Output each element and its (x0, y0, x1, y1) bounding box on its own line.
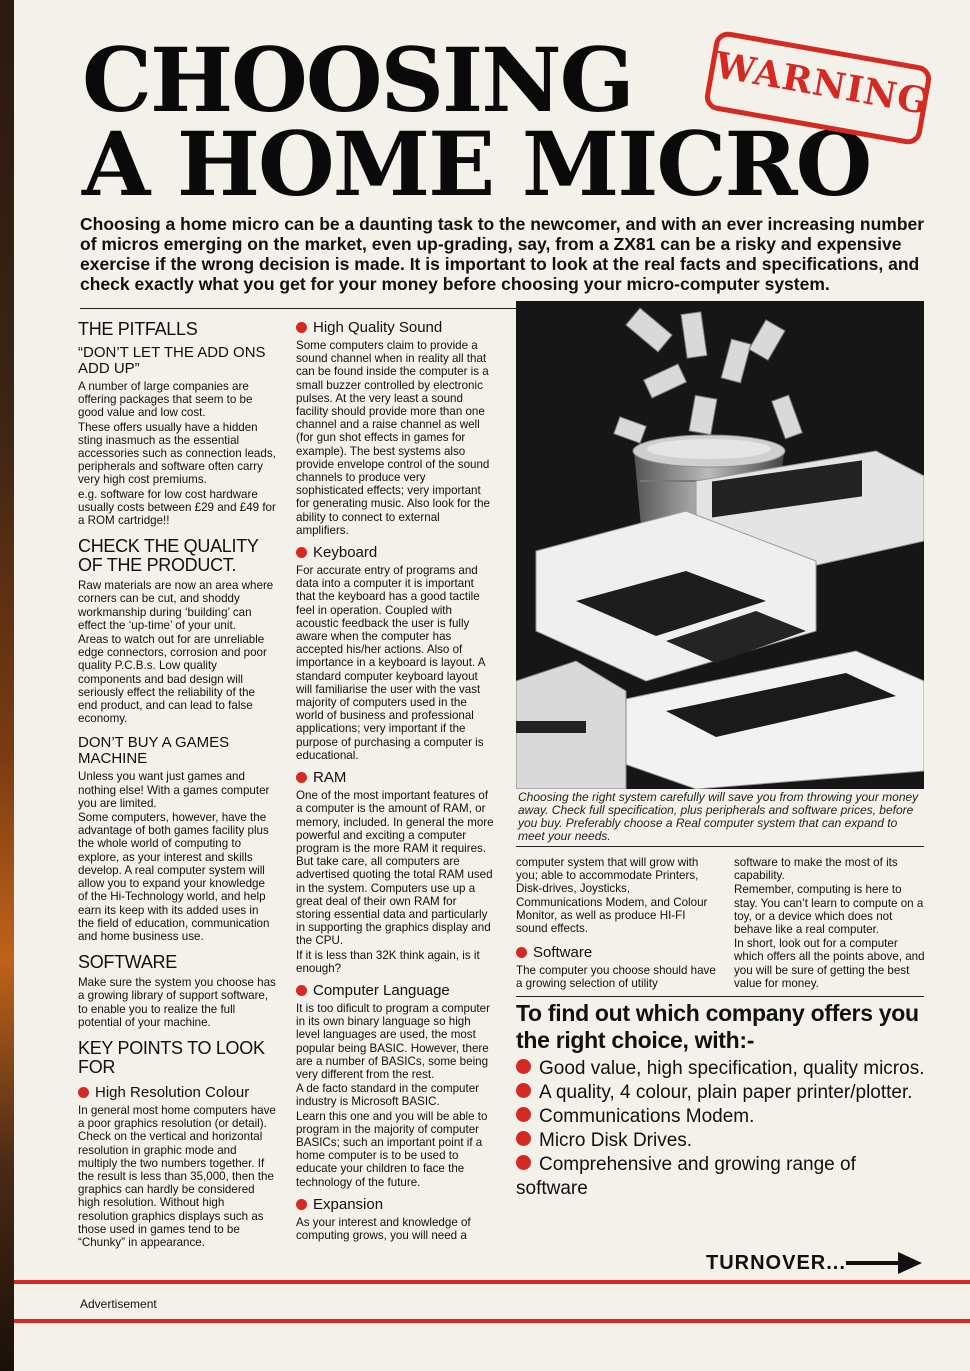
software-text: Make sure the system you choose has a growing library of support software, to enable you to realize the full potential of your machine. (78, 976, 276, 1029)
cta-item (516, 1153, 926, 1201)
magazine-spine-edge (0, 0, 14, 1371)
language-text-1: It is too dificult to program a computer in its own binary language so high level languages are used, the most popular being BASIC. However, there are a number of BASICs, some being very different from the rest. (296, 1001, 490, 1081)
ram-text-1: One of the most important features of a computer is the amount of RAM, or memory, included. In general the more powerful and exciting a computer program is the more RAM it requires. But take care, all computers are advertised quoting the total RAM used in the system. Computers use up a great deal of their own RAM for storing essential data and particularly in supporting the graphics display and the CPU. (296, 789, 494, 948)
bullet-dot-icon (516, 1059, 531, 1074)
bullet-dot-icon (516, 1131, 531, 1146)
colour-heading (78, 1085, 276, 1101)
pitfalls-heading: THE PITFALLS (78, 319, 198, 339)
ram-text-2: If it is less than 32K think again, is it enough? (296, 948, 480, 975)
key-points-heading: KEY POINTS TO LOOK FOR (78, 1037, 265, 1077)
remember-text: Remember, computing is here to stay. You can’t learn to compute on a toy, or a device which does not behave like a real computer. (734, 883, 924, 937)
games-text-2: Some computers, however, have the advantage of both games facility plus the whole world of computing to explore, as your interest and skills develop. A real computer system will allow you to expand your knowledge of the Hi-Technology world, and help earn its keep with its added uses in the field of education, communication and home business use. (78, 811, 270, 943)
caption-divider (516, 846, 924, 847)
bullet-dot-icon (516, 1107, 531, 1122)
advertisement-label: Advertisement (80, 1297, 157, 1311)
ram-heading (296, 770, 494, 786)
computers-photo (516, 301, 924, 789)
addons-text-3: e.g. software for low cost hardware usually costs between £29 and £49 for a ROM cartridge!! (78, 487, 276, 528)
bullet-dot-icon (516, 947, 527, 958)
software-heading: SOFTWARE (78, 952, 177, 973)
cta-item-label: Communications Modem. (539, 1106, 755, 1127)
photo-caption: Choosing the right system carefully will save you from throwing your money away. Check full specification, plus peripherals and software prices, before you buy. Preferably choose a Real computer system that can expand to meet your needs. (518, 790, 919, 843)
addons-heading: “DON’T LET THE ADD ONS ADD UP” (78, 344, 266, 377)
software-bullet-text: The computer you choose should have a growing selection of utility (516, 964, 716, 991)
software-bullet-label: Software (533, 944, 593, 962)
bullet-dot-icon (296, 985, 307, 996)
quality-text-2: Areas to watch out for are unreliable edge connectors, corrosion and poor quality P.C.B.s. Low quality components and bad design will seriously effect the reliability of the end product, and can lead to false economy. (78, 633, 267, 726)
cta-item (516, 1057, 926, 1081)
language-heading-label: Computer Language (313, 981, 450, 999)
sound-text: Some computers claim to provide a sound channel when in reality all that can be found inside the computer is a small buzzer controlled by electronic pulses. At the very least a sound facility should provide more than one channel and a raise channel as well (for gun shot effects in games for example). The best systems also provide envelope control of the sound channels to produce very sophisticated effects; very important for generating music. Also look for the ability to connect to external amplifiers. (296, 339, 490, 537)
quality-text-1: Raw materials are now an area where corners can be cut, and shoddy workmanship during ‘building’ can effect the ‘up-time’ of your unit. (78, 579, 274, 632)
language-heading (296, 983, 494, 999)
keyboard-heading (296, 545, 494, 561)
title-line-2: A HOME MICRO (82, 112, 871, 216)
column-3 (516, 856, 716, 992)
column-4 (734, 856, 928, 991)
bullet-dot-icon (516, 1155, 531, 1170)
ram-heading-label: RAM (313, 769, 347, 787)
cta-divider (516, 996, 924, 997)
cta-list (516, 1057, 926, 1201)
warning-stamp: WARNING (703, 30, 934, 147)
bullet-dot-icon (296, 547, 307, 558)
intro-paragraph: Choosing a home micro can be a daunting task to the newcomer, and with an ever increasing number of micros emerging on the market, even up-grading, say, from a ZX81 can be a risky and expensive exercise if the wrong decision is made. It is important to look at the real facts and specifications, and check exactly what you get for your money before choosing your micro-computer system. (80, 214, 925, 294)
cta-item-label: Micro Disk Drives. (539, 1130, 693, 1151)
cta-item-label: Good value, high specification, quality micros. (539, 1058, 925, 1079)
expansion-text: As your interest and knowledge of computing grows, you will need a (296, 1215, 471, 1242)
quality-heading: CHECK THE QUALITY OF THE PRODUCT. (78, 536, 259, 576)
games-heading: DON’T BUY A GAMES MACHINE (78, 734, 230, 768)
keyboard-text: For accurate entry of programs and data into a computer it is important that the keyboard has a good tactile feel in operation. Coupled with acoustic feedback the user is fully aware when the computer has accepted his/her actions. Also of importance in a keyboard is layout. A standard computer keyboard layout will familiarise the user with the vast majority of computers used in the world of business and professional applications; very important if the purpose of purchasing a computer is educational. (296, 564, 485, 762)
cta-heading: To find out which company offers you the right choice, with:- (516, 1000, 919, 1053)
software-bullet-heading (516, 945, 716, 961)
language-text-2: A de facto standard in the computer industry is Microsoft BASIC. (296, 1082, 480, 1109)
expansion-heading-label: Expansion (313, 1195, 384, 1213)
in-short-text: In short, look out for a computer which offers all the points above, and you will be sure of getting the best value for money. (734, 937, 925, 990)
bullet-dot-icon (296, 322, 307, 333)
addons-text-1: A number of large companies are offering packages that seem to be good value and low cost. (78, 380, 253, 420)
bullet-dot-icon (296, 1199, 307, 1210)
cta-item-label: Comprehensive and growing range of software (516, 1154, 856, 1199)
footer-rule-top (14, 1280, 970, 1284)
footer-rule-bottom (14, 1319, 970, 1323)
expansion-continued-text: computer system that will grow with you; able to accommodate Printers, Disk-drives, Joysticks, Communications Modem, and Colour Monitor, as well as produce HI-FI sound effects. (516, 856, 708, 936)
expansion-heading (296, 1197, 494, 1213)
bullet-dot-icon (78, 1087, 89, 1098)
colour-text: In general most home computers have a poor graphics resolution (or detail). Check on the vertical and horizontal resolution in graphic mode and multiply the two numbers together. If the result is less than 35,000, then the graphics can hardly be considered high resolution. Without high resolution graphics displays such as those used in games tend to be “Chunky” in appearance. (78, 1103, 276, 1249)
bullet-dot-icon (296, 772, 307, 783)
column-1 (78, 314, 276, 1250)
cta-item (516, 1081, 926, 1105)
title-line-1: CHOOSING (82, 28, 633, 132)
software-continued-text: software to make the most of its capability. (734, 856, 898, 883)
cta-item (516, 1105, 926, 1129)
language-text-3: Learn this one and you will be able to program in the majority of computer BASICs; such an important point if a home computer is to be used to educate your children to face the technology of the future. (296, 1109, 488, 1189)
sound-heading (296, 320, 494, 336)
colour-heading-label: High Resolution Colour (95, 1083, 250, 1101)
bullet-dot-icon (516, 1083, 531, 1098)
computers-photo-illustration (516, 301, 924, 789)
addons-text-2: These offers usually have a hidden sting inasmuch as the essential accessories such as connection leads, peripherals and software often carry very high cost premiums. (78, 420, 276, 487)
cta-item (516, 1129, 926, 1153)
cta-item-label: A quality, 4 colour, plain paper printer/plotter. (539, 1082, 913, 1103)
call-to-action (516, 1000, 926, 1201)
games-text-1: Unless you want just games and nothing else! With a games computer you are limited. (78, 770, 270, 810)
arrow-right-icon (846, 1250, 924, 1276)
turnover-label: TURNOVER... (706, 1252, 846, 1274)
sound-heading-label: High Quality Sound (313, 319, 443, 336)
keyboard-heading-label: Keyboard (313, 544, 378, 562)
column-2 (296, 314, 494, 1243)
